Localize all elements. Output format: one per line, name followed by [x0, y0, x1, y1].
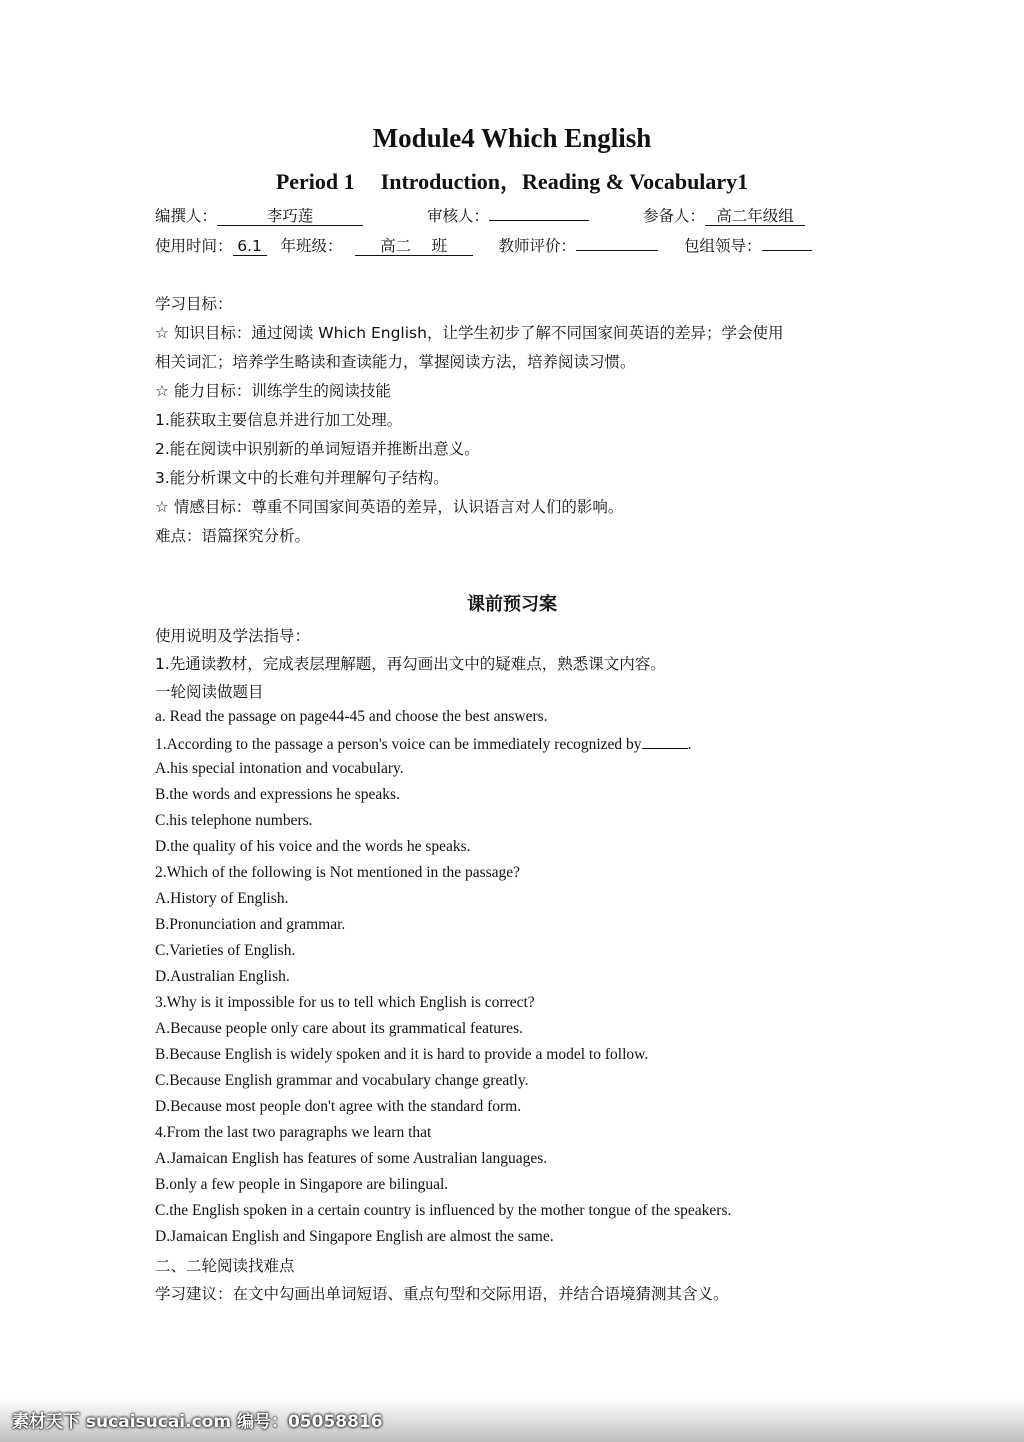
meta-row-usage	[155, 234, 812, 256]
answer-blank	[642, 734, 688, 749]
participants-label: 参备人：	[643, 207, 706, 225]
round2-heading: 二、二轮阅读找难点	[155, 1257, 295, 1275]
task-a: a. Read the passage on page44-45 and choose the best answers.	[155, 708, 548, 725]
period-subtitle	[0, 165, 1024, 196]
preview-section-title: 课前预习案	[467, 594, 557, 615]
reviewer-value	[489, 220, 589, 221]
q2-option-c: C.Varieties of English.	[155, 942, 296, 959]
class-value: 高二 班	[355, 237, 473, 256]
instruction-1: 1.先通读教材，完成表层理解题，再勾画出文中的疑难点，熟悉课文内容。	[155, 655, 666, 673]
q4-option-b: B.only a few people in Singapore are bilingual.	[155, 1176, 449, 1193]
ability-item-2: 2.能在阅读中识别新的单词短语并推断出意义。	[155, 440, 480, 458]
leader-label: 包组领导：	[684, 237, 762, 255]
study-suggestion: 学习建议：在文中勾画出单词短语、重点句型和交际用语，并结合语境猜测其含义。	[155, 1285, 729, 1303]
ability-item-3: 3.能分析课文中的长难句并理解句子结构。	[155, 469, 449, 487]
question-2: 2.Which of the following is Not mentioned in the passage?	[155, 864, 521, 881]
time-label: 使用时间：	[155, 237, 233, 255]
emotion-objective: ☆ 情感目标：尊重不同国家间英语的差异，认识语言对人们的影响。	[155, 498, 624, 516]
q3-option-a: A.Because people only care about its grammatical features.	[155, 1020, 523, 1037]
watermark-text: 素材天下 sucaisucai.com 编号：05058816	[12, 1412, 383, 1432]
meta-row-authors	[155, 204, 805, 226]
ability-item-1: 1.能获取主要信息并进行加工处理。	[155, 411, 403, 429]
question-1	[155, 734, 691, 754]
q3-option-d: D.Because most people don't agree with the standard form.	[155, 1098, 522, 1115]
q2-option-d: D.Australian English.	[155, 968, 290, 985]
question-3: 3.Why is it impossible for us to tell which English is correct?	[155, 994, 535, 1011]
round1-heading: 一轮阅读做题目	[155, 683, 264, 701]
teacher-value	[576, 250, 658, 251]
question-1-text: 1.According to the passage a person's voice can be immediately recognized by	[155, 736, 642, 753]
knowledge-objective-line1: ☆ 知识目标：通过阅读 Which English，让学生初步了解不同国家间英语的差异；学会使用	[155, 324, 784, 342]
q1-option-b: B.the words and expressions he speaks.	[155, 786, 400, 803]
objectives-heading: 学习目标：	[155, 295, 233, 313]
editor-label: 编撰人：	[155, 207, 218, 225]
q1-option-a: A.his special intonation and vocabulary.	[155, 760, 404, 777]
q4-option-c: C.the English spoken in a certain country is influenced by the mother tongue of the speakers.	[155, 1202, 732, 1219]
q1-option-c: C.his telephone numbers.	[155, 812, 313, 829]
period-topic: Introduction，Reading & Vocabulary1	[380, 169, 749, 194]
q3-option-c: C.Because English grammar and vocabulary change greatly.	[155, 1072, 529, 1089]
ability-objective: ☆ 能力目标：训练学生的阅读技能	[155, 382, 391, 400]
participants-value: 高二年级组	[705, 207, 805, 226]
question-1-end: .	[687, 736, 692, 753]
q4-option-d: D.Jamaican English and Singapore English are almost the same.	[155, 1228, 554, 1245]
q1-option-d: D.the quality of his voice and the words he speaks.	[155, 838, 471, 855]
time-value: 6.1	[233, 237, 267, 256]
module-title: Module4 Which English	[372, 123, 652, 153]
leader-value	[762, 250, 812, 251]
q2-option-a: A.History of English.	[155, 890, 289, 907]
q2-option-b: B.Pronunciation and grammar.	[155, 916, 346, 933]
editor-value: 李巧莲	[217, 207, 363, 226]
period-label: Period 1	[275, 169, 355, 194]
reviewer-label: 审核人：	[427, 207, 490, 225]
difficulty-point: 难点：语篇探究分析。	[155, 527, 311, 545]
q4-option-a: A.Jamaican English has features of some Australian languages.	[155, 1150, 548, 1167]
instructions-heading: 使用说明及学法指导：	[155, 627, 311, 645]
knowledge-objective-line2: 相关词汇；培养学生略读和查读能力，掌握阅读方法，培养阅读习惯。	[155, 353, 636, 371]
class-label: 年班级：	[280, 237, 343, 255]
question-4: 4.From the last two paragraphs we learn that	[155, 1124, 432, 1141]
teacher-label: 教师评价：	[498, 237, 577, 255]
q3-option-b: B.Because English is widely spoken and it is hard to provide a model to follow.	[155, 1046, 649, 1063]
watermark-bar	[0, 1398, 1024, 1442]
